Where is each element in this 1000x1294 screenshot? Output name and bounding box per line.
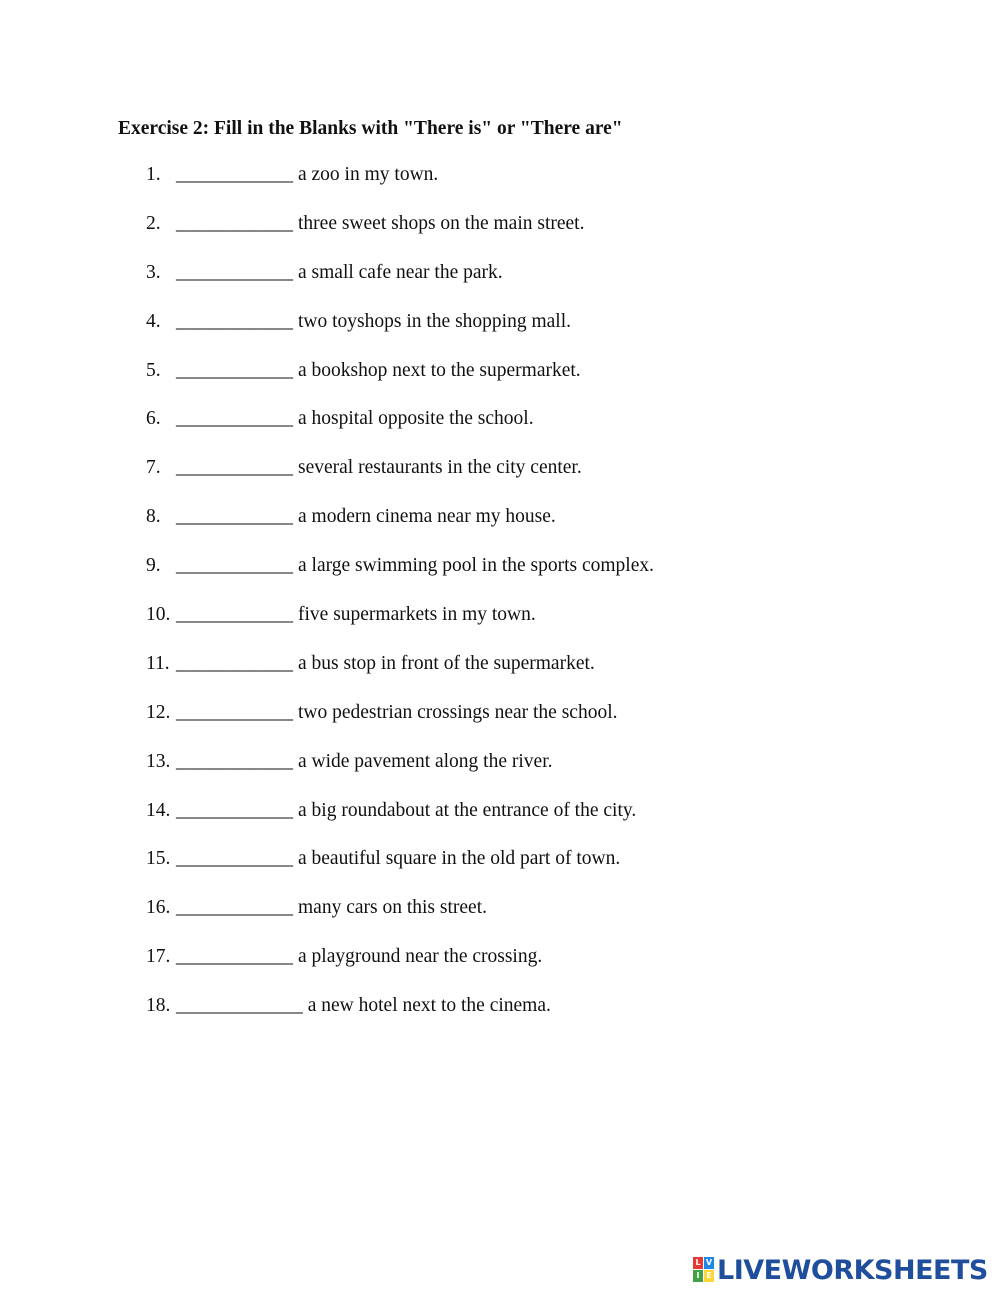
- exercise-item: [146, 604, 654, 653]
- sentence-text: a big roundabout at the entrance of the city.: [298, 799, 637, 821]
- answer-blank[interactable]: ____________: [176, 457, 293, 479]
- answer-blank[interactable]: ____________: [176, 750, 293, 772]
- exercise-item: [146, 751, 654, 800]
- exercise-item: [146, 360, 654, 409]
- item-number: 2.: [146, 212, 161, 234]
- answer-blank[interactable]: ____________: [176, 701, 293, 723]
- answer-blank[interactable]: ____________: [176, 848, 293, 870]
- exercise-item: [146, 946, 654, 995]
- logo-tile: L: [693, 1257, 703, 1269]
- answer-blank[interactable]: ____________: [176, 408, 293, 430]
- item-number: 1.: [146, 164, 161, 185]
- exercise-item: [146, 653, 654, 702]
- logo-tile: V: [705, 1258, 713, 1267]
- exercise-item: [146, 800, 654, 849]
- item-number: 12.: [146, 701, 171, 723]
- sentence-text: two toyshops in the shopping mall.: [298, 310, 571, 332]
- exercise-item: [146, 262, 654, 311]
- sentence-text: five supermarkets in my town.: [298, 604, 536, 626]
- exercise-item: [146, 457, 654, 506]
- item-number: 5.: [146, 359, 161, 381]
- sentence-text: many cars on this street.: [298, 897, 487, 919]
- answer-blank[interactable]: ____________: [176, 310, 293, 332]
- exercise-list: [146, 164, 654, 1044]
- item-number: 6.: [146, 408, 161, 430]
- answer-blank[interactable]: ____________: [176, 799, 293, 821]
- sentence-text: two pedestrian crossings near the school.: [298, 701, 618, 723]
- exercise-item: [146, 408, 654, 457]
- item-number: 9.: [146, 555, 161, 577]
- sentence-text: a small cafe near the park.: [298, 261, 503, 283]
- answer-blank[interactable]: ____________: [176, 212, 293, 234]
- sentence-text: a bookshop next to the supermarket.: [298, 359, 581, 381]
- answer-blank[interactable]: ____________: [176, 359, 293, 381]
- answer-blank[interactable]: ____________: [176, 261, 293, 283]
- exercise-item: [146, 213, 654, 262]
- sentence-text: a beautiful square in the old part of town.: [298, 848, 621, 870]
- logo-text: LIVEWORKSHEETS: [717, 1254, 988, 1286]
- item-number: 14.: [146, 799, 171, 821]
- item-number: 10.: [146, 604, 171, 626]
- item-number: 18.: [146, 995, 171, 1017]
- exercise-item: [146, 848, 654, 897]
- answer-blank[interactable]: ____________: [176, 506, 293, 528]
- sentence-text: a playground near the crossing.: [298, 946, 543, 968]
- item-number: 11.: [146, 652, 170, 674]
- sentence-text: a hospital opposite the school.: [298, 408, 534, 430]
- exercise-item: [146, 164, 654, 213]
- item-number: 13.: [146, 750, 171, 772]
- sentence-text: a zoo in my town.: [298, 164, 439, 185]
- exercise-item: [146, 897, 654, 946]
- sentence-text: a wide pavement along the river.: [298, 750, 553, 772]
- sentence-text: a bus stop in front of the supermarket.: [298, 652, 595, 674]
- exercise-item: [146, 311, 654, 360]
- answer-blank[interactable]: ____________: [176, 555, 293, 577]
- item-number: 16.: [146, 897, 171, 919]
- sentence-text: a modern cinema near my house.: [298, 506, 556, 528]
- answer-blank[interactable]: ____________: [176, 164, 293, 185]
- sentence-text: several restaurants in the city center.: [298, 457, 582, 479]
- logo-tile: E: [704, 1270, 714, 1282]
- answer-blank[interactable]: ____________: [176, 652, 293, 674]
- logo-tile: I: [693, 1270, 703, 1282]
- item-number: 15.: [146, 848, 171, 870]
- exercise-item: [146, 506, 654, 555]
- sentence-text: a large swimming pool in the sports complex.: [298, 555, 655, 577]
- item-number: 3.: [146, 261, 161, 283]
- sentence-text: a new hotel next to the cinema.: [307, 995, 551, 1017]
- answer-blank[interactable]: ____________: [176, 946, 293, 968]
- answer-blank[interactable]: ____________: [176, 604, 293, 626]
- exercise-item: [146, 555, 654, 604]
- answer-blank[interactable]: _____________: [176, 995, 303, 1017]
- item-number: 8.: [146, 506, 161, 528]
- liveworksheets-logo-icon: [693, 1257, 715, 1283]
- item-number: 4.: [146, 310, 161, 332]
- item-number: 17.: [146, 946, 171, 968]
- answer-blank[interactable]: ____________: [176, 897, 293, 919]
- liveworksheets-logo: [693, 1255, 988, 1285]
- sentence-text: three sweet shops on the main street.: [298, 212, 585, 234]
- item-number: 7.: [146, 457, 161, 479]
- exercise-item: [146, 702, 654, 751]
- exercise-item: [146, 995, 654, 1044]
- page-title: Exercise 2: Fill in the Blanks with "There is" or "There are": [118, 118, 623, 139]
